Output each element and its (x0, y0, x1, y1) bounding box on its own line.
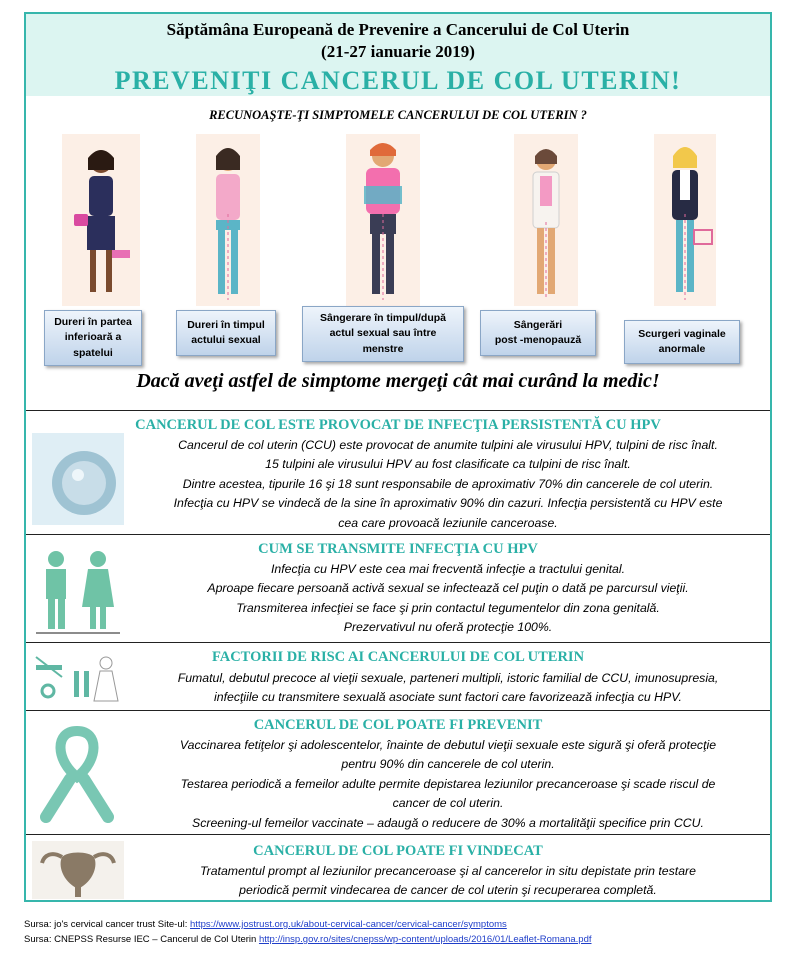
section-title: CANCERUL DE COL POATE FI PREVENIT (253, 717, 543, 733)
slogan: PREVENIŢI CANCERUL DE COL UTERIN! (114, 66, 682, 95)
woman-bleeding-figure (346, 134, 420, 306)
section-hpv-cause (26, 410, 770, 534)
symptom-abnormal-discharge: Scurgeri vaginale anormale (624, 320, 740, 364)
source-link-jostrust[interactable]: https://www.jostrust.org.uk/about-cervical-cancer/cervical-cancer/symptoms (190, 919, 507, 930)
source-link-insp[interactable]: http://insp.gov.ro/sites/cnepss/wp-content/uploads/2016/01/Leaflet-Romana.pdf (258, 934, 592, 945)
section-text: Infecţia cu HPV este cea mai frecventă infecţie a tractului genital. Aproape fiecare persoană activă sexual se infectează cel puţin o dată pe parcursul vieţii. Transmiterea infecţiei se face şi prin contactul tegumentelor din zona genitală. Prezervativul nu oferă protecţie 100%. (207, 562, 689, 635)
hpv-virus-icon (32, 433, 124, 525)
section-risk-factors (26, 642, 770, 710)
section-text: Vaccinarea fetiţelor şi adolescentelor, înainte de debutul vieţii sexuale este sigură şi oferă protecţie pentru 90% din cancerele de col uterin. Testarea periodică a femeilor adulte permite depistarea leziunilor precanceroase şi scade riscul de cancer de col uterin. Screening-ul femeilor vaccinate – adaugă o reducere de 30% a mortalităţii specifice prin CCU. (179, 738, 717, 830)
call-to-action: Dacă aveţi astfel de simptome mergeţi cât mai curând la medic! (136, 370, 660, 392)
source-1: Sursa: jo's cervical cancer trust Site-ul: https://www.jostrust.org.uk/about-cervical-cancer/cervical-cancer/symptoms (24, 919, 507, 930)
woman-pelvic-pain-figure (196, 134, 260, 306)
symptom-pain-intercourse: Dureri în timpul actului sexual (176, 310, 276, 356)
section-title: CANCERUL DE COL ESTE PROVOCAT DE INFECŢIA PERSISTENTĂ CU HPV (135, 417, 661, 433)
campaign-dates: (21-27 ianuarie 2019) (321, 42, 475, 61)
symptom-bleeding: Sângerare în timpul/după actul sexual sau între menstre (302, 306, 464, 362)
section-title: CUM SE TRANSMITE INFECŢIA CU HPV (258, 541, 538, 557)
awareness-ribbon-icon (34, 721, 120, 825)
poster-frame (24, 12, 772, 902)
section-text: Tratamentul prompt al leziunilor precanceroase şi al cancerelor in situ depistate prin testare periodică permit vindecarea de cancer de col uterin şi recuperarea completă. (200, 864, 696, 898)
symptoms-title: RECUNOAŞTE-ŢI SIMPTOMELE CANCERULUI DE COL UTERIN ? (209, 108, 587, 122)
section-transmission (26, 534, 770, 642)
section-cure (26, 834, 770, 902)
symptom-back-pain: Dureri în partea inferioară a spatelui (44, 310, 142, 366)
campaign-title: Săptămâna Europeană de Prevenire a Cancerului de Col Uterin (166, 20, 630, 39)
source-2: Sursa: CNEPSS Resurse IEC – Cancerul de Col Uterin http://insp.gov.ro/sites/cnepss/wp-content/uploads/2016/01/Leaflet-Romana.pdf (24, 934, 592, 945)
woman-discharge-figure (654, 134, 716, 306)
section-prevention (26, 710, 770, 834)
section-title: FACTORII DE RISC AI CANCERULUI DE COL UTERIN (211, 649, 585, 665)
section-title: CANCERUL DE COL POATE FI VINDECAT (253, 843, 543, 859)
woman-menopause-figure (514, 134, 578, 306)
section-text: Fumatul, debutul precoce al vieţii sexuale, parteneri multipli, istoric familial de CCU, imunosupresia, infecţiile cu transmitere sexuală asociate sunt factori care favorizează infecţia cu HPV. (177, 671, 719, 705)
section-text: Cancerul de col uterin (CCU) este provocat de anumite tulpini ale virusului HPV, tulpini de risc înalt. 15 tulpini ale virusului HPV au fost clasificate ca tulpini de risc înalt. Dintre acestea, tipurile 16 şi 18 sunt responsabile de aproximativ 70% din cancerele de col uterin. Infecţia cu HPV se vindecă de la sine în aproximativ 90% din cazuri. Infecţia persistentă cu HPV este cea care provoacă leziunile canceroase. (173, 438, 723, 530)
woman-back-pain-figure (62, 134, 140, 306)
couple-icon (32, 547, 124, 637)
symptom-postmenopause-bleeding: Sângerări post -menopauză (480, 310, 596, 356)
